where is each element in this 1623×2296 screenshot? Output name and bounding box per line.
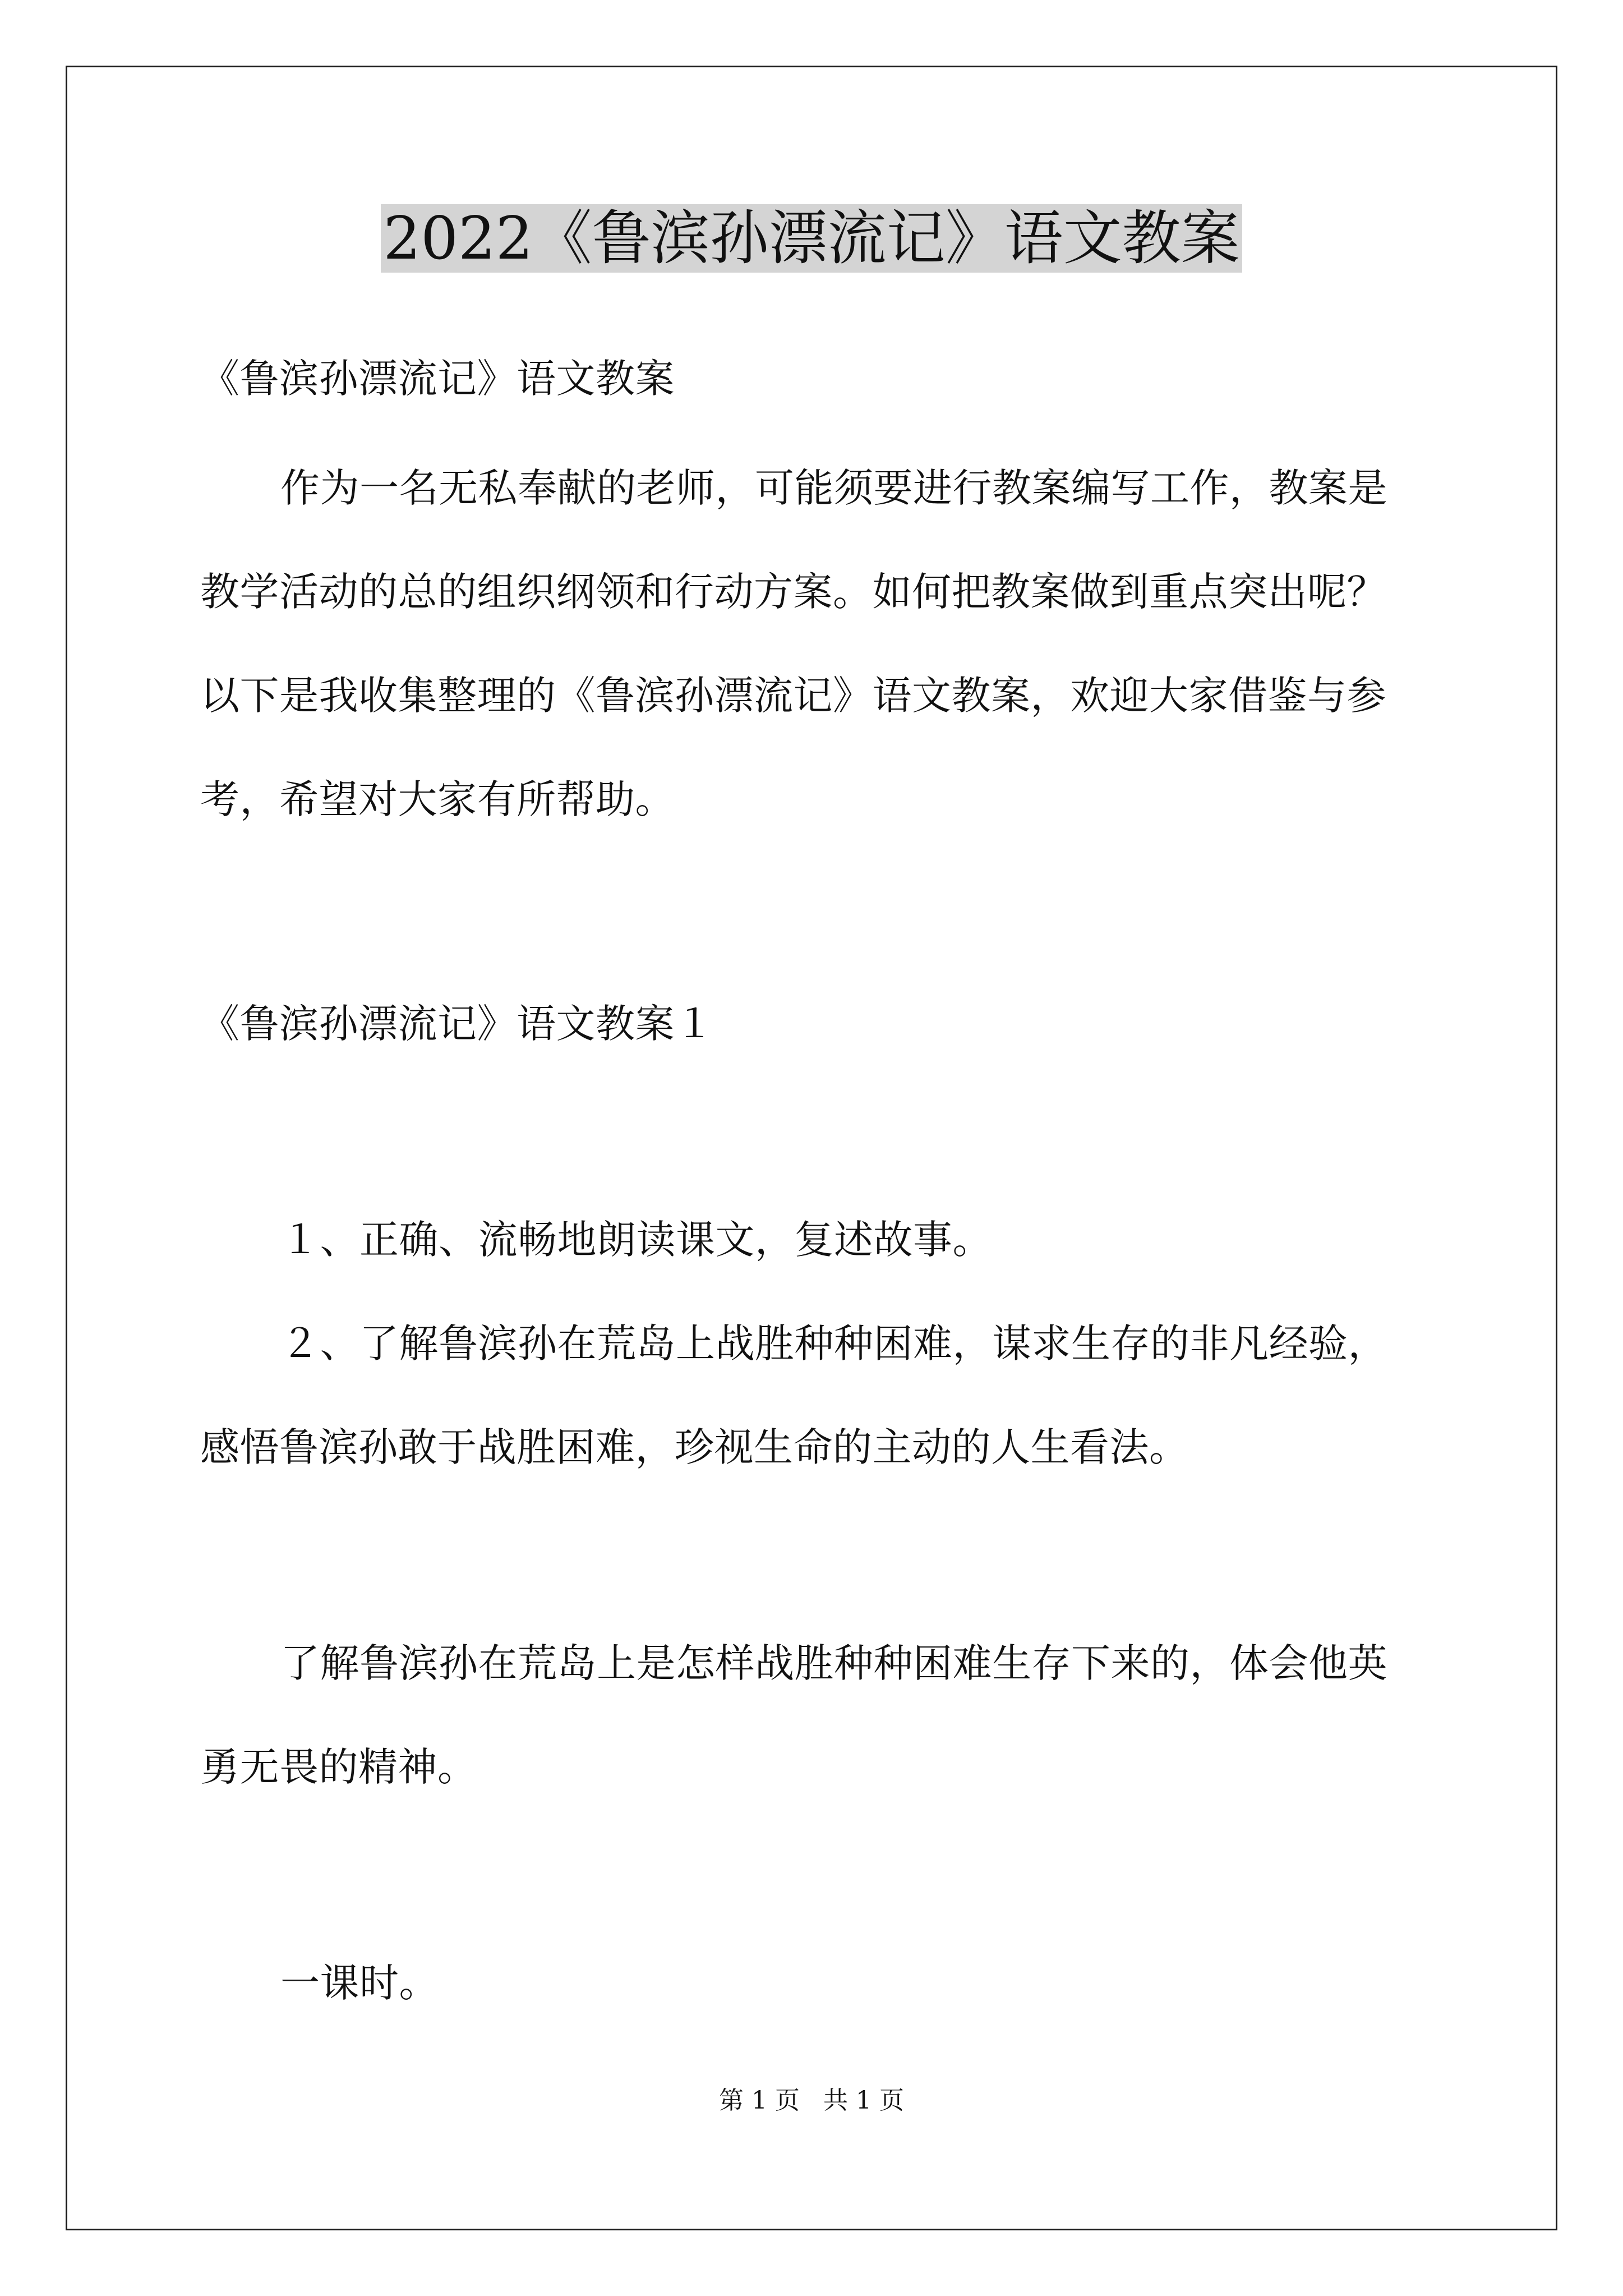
section-heading: 《鲁滨孙漂流记》语文教案１ [200,1001,714,1047]
document-title [0,199,1623,278]
objective-line-1: １、正确、流畅地朗读课文，复述故事。 [280,1217,992,1263]
page-number-footer: 第 1 页 共 1 页 [719,2086,904,2115]
document-subtitle: 《鲁滨孙漂流记》语文教案 [200,356,675,402]
duration-line: 一课时。 [280,1960,439,2006]
key-point-line-1: 了解鲁滨孙在荒岛上是怎样战胜种种困难生存下来的，体会他英 [280,1640,1387,1686]
intro-line-4: 考，希望对大家有所帮助。 [200,776,675,822]
key-point-line-2: 勇无畏的精神。 [200,1744,477,1790]
intro-line-1: 作为一名无私奉献的老师，可能须要进行教案编写工作，教案是 [280,465,1387,511]
document-title-text: 2022《鲁滨孙漂流记》语文教案 [381,204,1242,273]
intro-line-2: 教学活动的总的组织纲领和行动方案。如何把教案做到重点突出呢？ [200,569,1386,615]
objective-line-2: ２、了解鲁滨孙在荒岛上战胜种种困难，谋求生存的非凡经验， [280,1320,1387,1366]
intro-line-3: 以下是我收集整理的《鲁滨孙漂流记》语文教案，欢迎大家借鉴与参 [200,673,1386,719]
objective-line-3: 感悟鲁滨孙敢于战胜困难，珍视生命的主动的人生看法。 [200,1424,1189,1470]
